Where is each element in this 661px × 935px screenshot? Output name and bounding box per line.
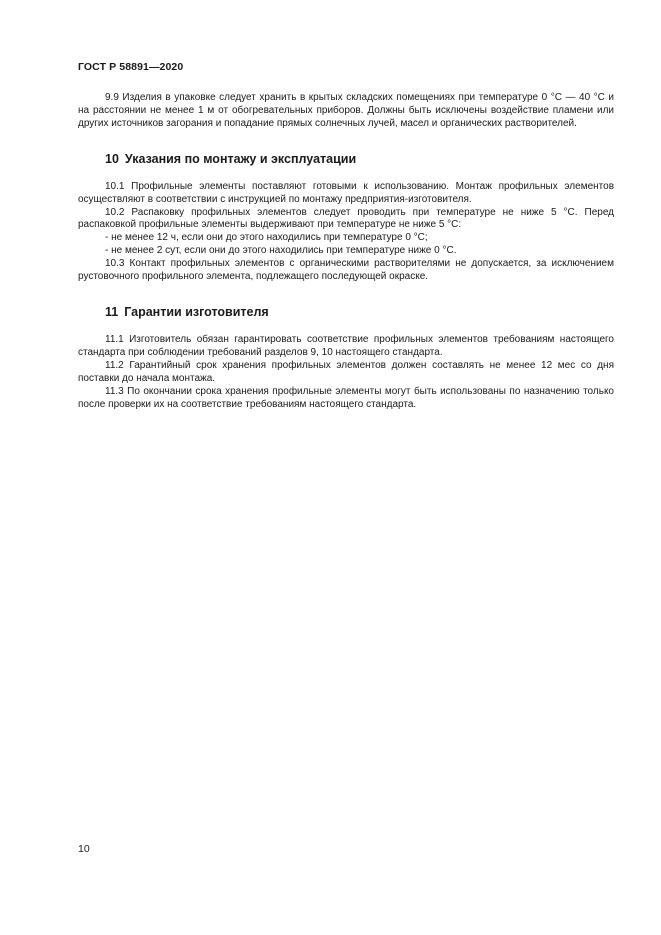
section-11-title: Гарантии изготовителя [124, 304, 269, 319]
paragraph-10-2: 10.2 Распаковку профильных элементов следует проводить при температуре не ниже 5 °С. Перед распаковкой профильные элементы выдерживают при температуре не ниже 5 °С: [78, 206, 614, 231]
section-10-heading [78, 152, 614, 167]
paragraph-10-1: 10.1 Профильные элементы поставляют готовыми к использованию. Монтаж профильных элементов осуществляют в соответствии с инструкцией по монтажу предприятия-изготовителя. [78, 180, 614, 205]
section-10-number: 10 [105, 151, 119, 166]
page-number: 10 [78, 843, 90, 855]
paragraph-9-9: 9.9 Изделия в упаковке следует хранить в крытых складских помещениях при температуре 0 °С — 40 °С и на расстоянии не менее 1 м от обогревательных приборов. Должны быть исключены воздействие пламени или других источников загорания и попадание прямых солнечных лучей, масел и органических растворителей. [78, 92, 614, 129]
paragraph-11-1: 11.1 Изготовитель обязан гарантировать соответствие профильных элементов требованиям настоящего стандарта при соблюдении требований разделов 9, 10 настоящего стандарта. [78, 333, 614, 358]
section-10-title: Указания по монтажу и эксплуатации [124, 151, 357, 166]
document-body [78, 92, 614, 411]
list-item: - не менее 2 сут, если они до этого находились при температуре ниже 0 °С. [105, 245, 457, 257]
section-11-number: 11 [105, 304, 119, 319]
section-11-heading [78, 305, 614, 320]
paragraph-11-2: 11.2 Гарантийный срок хранения профильных элементов должен составлять не менее 12 мес со дня поставки до начала монтажа. [78, 359, 614, 384]
list-item: - не менее 12 ч, если они до этого находились при температуре 0 °С; [105, 232, 428, 244]
document-header: ГОСТ Р 58891—2020 [78, 61, 184, 73]
paragraph-11-3: 11.3 По окончании срока хранения профильные элементы могут быть использованы по назначению только после проверки их на соответствие требованиям настоящего стандарта. [78, 385, 614, 410]
paragraph-10-3: 10.3 Контакт профильных элементов с органическими растворителями не допускается, за исключением рустовочного профильного элемента, подлежащего последующей окраске. [78, 258, 614, 283]
